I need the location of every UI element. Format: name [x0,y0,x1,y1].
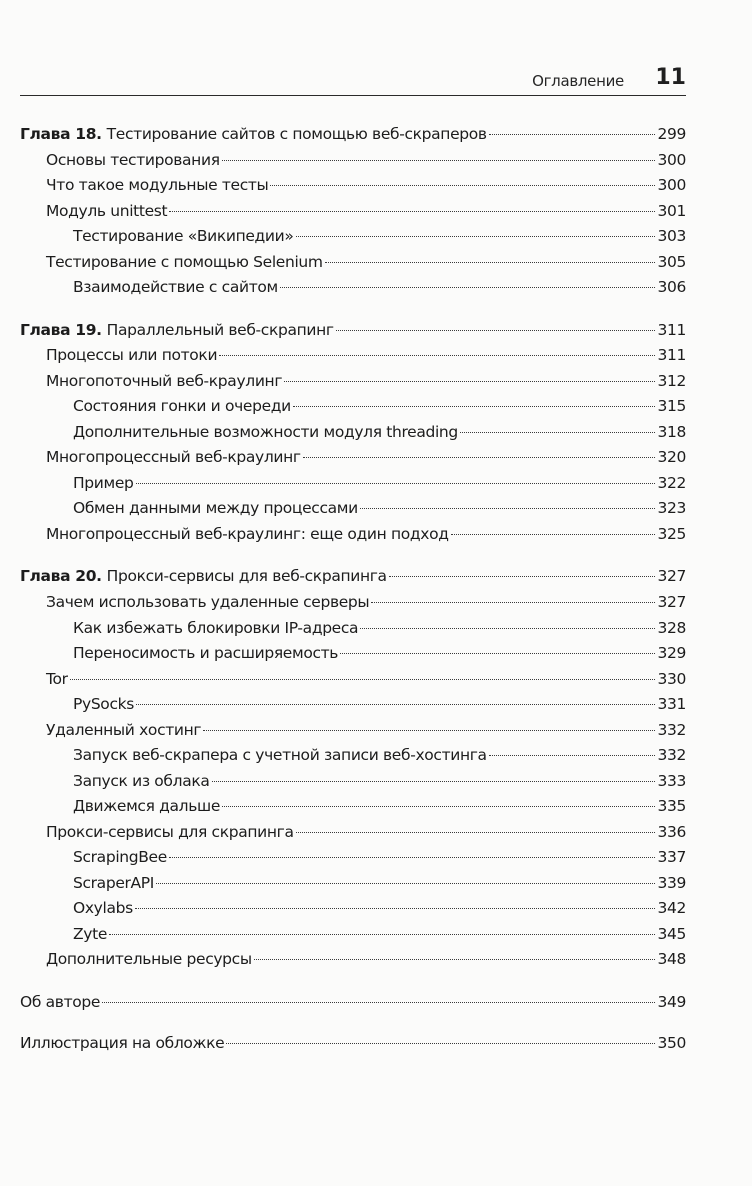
dot-leader [460,432,656,433]
toc-page-number: 337 [657,848,686,866]
toc-entry-chapter [0,565,686,587]
toc-entry-title: Переносимость и расширяемость [73,644,339,662]
dot-leader [489,755,656,756]
toc-entry [0,251,686,273]
toc-entry-title: Запуск из облака [73,772,210,790]
toc-page-number: 332 [657,721,686,739]
toc-page-number: 312 [657,372,686,390]
toc-page-number: 327 [657,567,686,585]
toc-entry-chapter [0,319,686,341]
toc-entry [0,872,686,894]
dot-leader [340,653,655,654]
dot-leader [102,1002,655,1003]
toc-page-number: 300 [657,176,686,194]
toc-page-number: 315 [657,397,686,415]
toc-entry-title: ScrapingBee [73,848,167,866]
toc-entry-title: Тестирование «Википедии» [73,227,294,245]
toc-entry [0,421,686,443]
toc-entry [0,446,686,468]
toc-entry-title: Многопроцессный веб-краулинг [46,448,301,466]
toc-entry-title: Как избежать блокировки IP-адреса [73,619,359,637]
dot-leader [212,781,656,782]
toc-page-number: 322 [657,474,686,492]
dot-leader [203,730,655,731]
dot-leader [169,211,655,212]
toc-entry [0,200,686,222]
toc-page-number: 349 [657,993,686,1011]
toc-entry-title: Пример [73,474,134,492]
dot-leader [360,508,656,509]
page-number: 11 [655,65,686,90]
toc-chapter-number: Глава 20. [20,567,102,585]
toc-entry-title: Zyte [73,925,108,943]
toc-entry [0,472,686,494]
dot-leader [293,406,656,407]
toc-entry [0,276,686,298]
toc-page-number: 323 [657,499,686,517]
toc-entry-chapter [0,123,686,145]
dot-leader [270,185,655,186]
toc-entry-title: Oxylabs [73,899,133,917]
toc-entry-title: Многопоточный веб-краулинг [46,372,283,390]
toc-page-number: 311 [657,346,686,364]
dot-leader [156,883,655,884]
toc-page-number: 301 [657,202,686,220]
toc-page-number: 330 [657,670,686,688]
dot-leader [325,262,656,263]
toc-page-number: 299 [657,125,686,143]
toc-entry [0,174,686,196]
toc-entry-title: Модуль unittest [46,202,168,220]
toc-page-number: 350 [657,1034,686,1052]
dot-leader [70,679,656,680]
toc-entry-title: Иллюстрация на обложке [20,1034,225,1052]
toc-entry-title: Прокси-сервисы для веб-скрапинга [106,567,387,585]
dot-leader [280,287,656,288]
toc-entry [0,821,686,843]
toc-page-number: 306 [657,278,686,296]
toc-entry-chapter [0,1032,686,1054]
dot-leader [303,457,656,458]
toc-entry-title: Движемся дальше [73,797,221,815]
toc-page-number: 335 [657,797,686,815]
toc-page-number: 305 [657,253,686,271]
dot-leader [360,628,655,629]
dot-leader [169,857,656,858]
toc-entry [0,642,686,664]
toc-page-number: 320 [657,448,686,466]
toc-entry [0,948,686,970]
toc-page-number: 348 [657,950,686,968]
toc-page-number: 325 [657,525,686,543]
dot-leader [135,908,656,909]
toc-entry-chapter [0,991,686,1013]
dot-leader [489,134,656,135]
toc-page-number: 336 [657,823,686,841]
toc-entry [0,497,686,519]
toc-entry-title: Прокси-сервисы для скрапинга [46,823,294,841]
toc-entry-title: Tor [46,670,68,688]
toc-page-number: 333 [657,772,686,790]
toc-entry [0,225,686,247]
toc-entry [0,795,686,817]
dot-leader [451,534,656,535]
dot-leader [136,483,656,484]
dot-leader [226,1043,655,1044]
toc-entry-title: Основы тестирования [46,151,220,169]
toc-entry [0,719,686,741]
toc-entry [0,744,686,766]
dot-leader [254,959,656,960]
dot-leader [222,806,655,807]
toc-page-number: 300 [657,151,686,169]
running-header-title: Оглавление [532,72,624,90]
toc-entry-title: Запуск веб-скрапера с учетной записи веб-хостинга [73,746,487,764]
dot-leader [296,236,656,237]
toc-entry-title: Состояния гонки и очереди [73,397,291,415]
toc-entry [0,846,686,868]
toc-entry-title: Дополнительные ресурсы [46,950,252,968]
toc-chapter-number: Глава 19. [20,321,102,339]
dot-leader [219,355,655,356]
toc-entry-title: Зачем использовать удаленные серверы [46,593,370,611]
toc-entry-title: ScraperAPI [73,874,155,892]
toc-entry [0,668,686,690]
toc-entry [0,770,686,792]
toc-entry-title: Процессы или потоки [46,346,218,364]
toc-entry-title: Многопроцессный веб-краулинг: еще один подход [46,525,449,543]
toc-entry-title: Обмен данными между процессами [73,499,358,517]
dot-leader [296,832,656,833]
dot-leader [222,160,656,161]
toc-page-number: 339 [657,874,686,892]
dot-leader [371,602,655,603]
dot-leader [389,576,656,577]
toc-page-number: 331 [657,695,686,713]
dot-leader [136,704,655,705]
toc-entry [0,395,686,417]
toc-page-number: 318 [657,423,686,441]
toc-page-number: 332 [657,746,686,764]
toc-entry-title: Что такое модульные тесты [46,176,269,194]
toc-entry [0,617,686,639]
toc-entry [0,370,686,392]
toc-chapter-number: Глава 18. [20,125,102,143]
toc-entry-title: Дополнительные возможности модуля threading [73,423,458,441]
toc-page-number: 311 [657,321,686,339]
dot-leader [109,934,655,935]
toc-entry [0,693,686,715]
toc-entry [0,149,686,171]
toc-entry-title: Удаленный хостинг [46,721,202,739]
toc-entry-title: PySocks [73,695,134,713]
toc-entry [0,344,686,366]
toc-entry-title: Об авторе [20,993,101,1011]
toc-entry [0,897,686,919]
toc-entry-title: Тестирование с помощью Selenium [46,253,323,271]
toc-page-number: 345 [657,925,686,943]
toc-entry [0,523,686,545]
dot-leader [336,330,656,331]
dot-leader [284,381,655,382]
toc-entry-title: Параллельный веб-скрапинг [106,321,334,339]
toc-entry [0,923,686,945]
toc-entry-title: Взаимодействие с сайтом [73,278,278,296]
toc-page-number: 327 [657,593,686,611]
toc-page-number: 328 [657,619,686,637]
toc-entry [0,591,686,613]
toc-page-number: 303 [657,227,686,245]
toc-entry-title: Тестирование сайтов с помощью веб-скраперов [106,125,487,143]
toc-page-number: 329 [657,644,686,662]
toc-page-number: 342 [657,899,686,917]
